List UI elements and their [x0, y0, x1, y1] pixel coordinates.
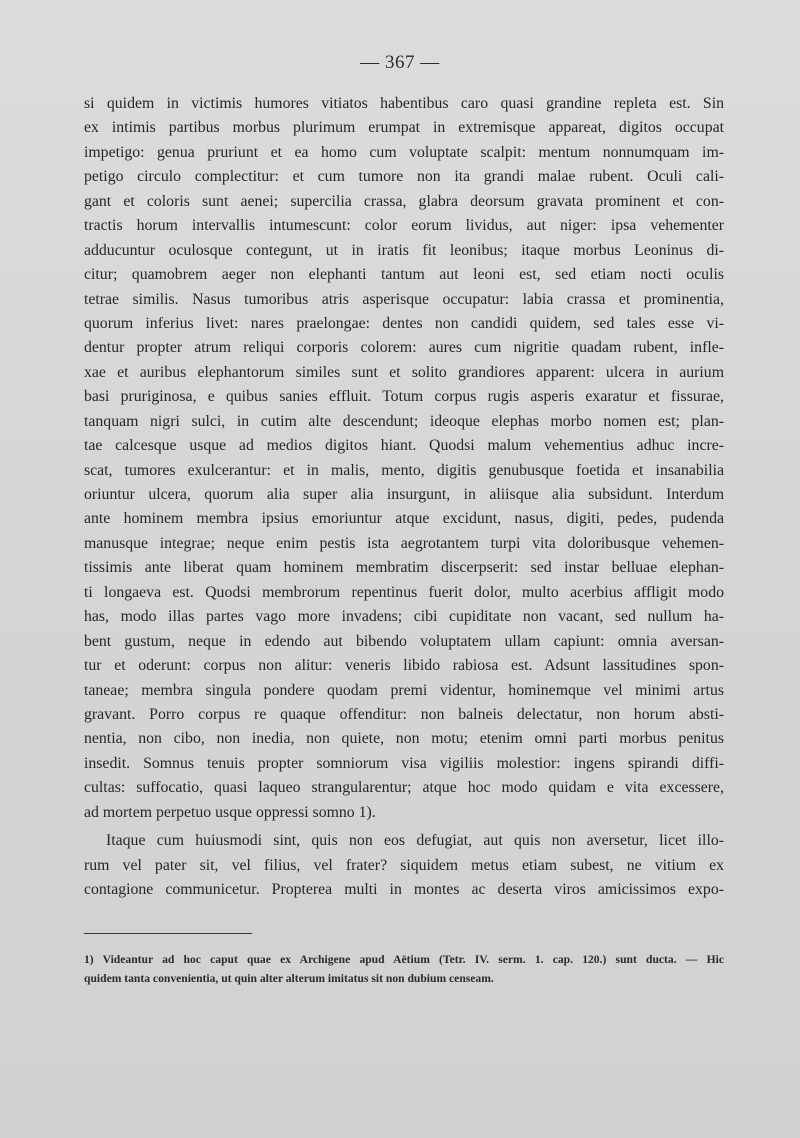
text-line: taneae; membra singula pondere quodam premi videntur, hominemque vel minimi artus — [84, 681, 724, 699]
main-text — [84, 92, 724, 902]
footnote-line: 1) Videantur ad hoc caput quae ex Archigene apud Aëtium (Tetr. IV. serm. 1. cap. 120.) sunt ducta. — Hic — [84, 953, 724, 966]
footnote-divider — [84, 933, 252, 934]
text-line: tissimis ante liberat quam hominem membratim discerpserit: sed instar belluae elephan- — [84, 559, 724, 577]
text-line: tae calcesque usque ad medios digitos hiant. Quodsi malum vehementius adhuc incre- — [84, 437, 724, 455]
text-line: tractis horum intervallis intumescunt: color eorum lividus, aut niger: ipsa vehementer — [84, 217, 724, 235]
text-line: has, modo illas partes vago more invadens; cibi cupiditate non vacant, sed nullum ha- — [84, 608, 724, 626]
text-line: cultas: suffocatio, quasi laqueo strangularentur; atque hoc modo quidam e vita excessere, — [84, 779, 724, 797]
text-line: gravant. Porro corpus re quaque offenditur: non balneis delectatur, non horum absti- — [84, 705, 724, 723]
text-line: rum vel pater sit, vel filius, vel frater? siquidem metus etiam subest, ne vitium ex — [84, 856, 724, 874]
text-line: petigo circulo complectitur: et cum tumore non ita grandi malae rubent. Oculi cali- — [84, 168, 724, 186]
text-line: basi pruriginosa, e quibus sanies effluit. Totum corpus rugis asperis exaratur et fissurae, — [84, 388, 724, 406]
text-line: gant et coloris sunt aenei; supercilia crassa, glabra deorsum gravata prominent et con- — [84, 192, 724, 210]
text-line: manusque integrae; neque enim pestis ista aegrotantem turpi vita doloribusque vehemen- — [84, 534, 724, 552]
text-line: contagione communicetur. Propterea multi in montes ac deserta viros amicissimos expo- — [84, 881, 724, 898]
page-number: — 367 — — [360, 52, 440, 73]
text-line: bent gustum, neque in edendo aut bibendo voluptatem ullam capiunt: omnia aversan- — [84, 632, 724, 650]
text-line: ti longaeva est. Quodsi membrorum repentinus fuerit dolor, multo acerbius affligit modo — [84, 583, 724, 601]
text-line: tetrae similis. Nasus tumoribus atris asperisque occupatur: labia crassa et prominentia, — [84, 290, 724, 308]
text-line: nentia, non cibo, non inedia, non quiete, non motu; etenim omni parti morbus penitus — [84, 730, 724, 748]
text-line: xae et auribus elephantorum similes sunt et solito grandiores apparent: ulcera in aurium — [84, 363, 724, 381]
footnote-line: quidem tanta convenientia, ut quin alter alterum imitatus sit non dubium censeam. — [84, 972, 494, 985]
text-line: oriuntur ulcera, quorum alia super alia insurgunt, in aliisque alia subsidunt. Interdum — [84, 486, 724, 503]
text-line: citur; quamobrem aeger non elephanti tantum aut leoni est, sed etiam nocti oculis — [84, 266, 724, 284]
text-line: ex intimis partibus morbus plurimum erumpat in extremisque appareat, digitos occupat — [84, 119, 724, 137]
text-line: adducuntur oculosque contegunt, ut in iratis fit leonibus; itaque morbus Leoninus di- — [84, 241, 724, 259]
text-line: dentur propter atrum reliqui corporis colorem: aures cum nigritie quadam rubent, infle- — [84, 339, 724, 357]
text-line: ad mortem perpetuo usque oppressi somno 1). — [84, 803, 376, 821]
footnotes — [84, 950, 724, 988]
text-line: insedit. Somnus tenuis propter somniorum visa vigiliis molestior: ingens spirandi diffi- — [84, 754, 724, 772]
text-line: quorum inferius livet: nares praelongae: dentes non candidi quidem, sed tales esse vi- — [84, 314, 724, 332]
text-line: Itaque cum huiusmodi sint, quis non eos defugiat, aut quis non aversetur, licet illo- — [106, 832, 724, 850]
text-line: tanquam nigri sulci, in cutim alte descendunt; ideoque elephas morbo nomen est; plan- — [84, 412, 724, 430]
text-line: impetigo: genua pruriunt et ea homo cum voluptate scalpit: mentum nonnumquam im- — [84, 143, 724, 161]
text-line: ante hominem membra ipsius emoriuntur atque excidunt, nasus, digiti, pedes, pudenda — [84, 510, 724, 528]
text-line: si quidem in victimis humores vitiatos habentibus caro quasi grandine repleta est. Sin — [84, 95, 724, 112]
text-line: scat, tumores exulcerantur: et in malis, mento, digitis genubusque foetida et insanabilia — [84, 461, 724, 479]
text-line: tur et oderunt: corpus non alitur: veneris libido rabiosa est. Adsunt lassitudines spon- — [84, 657, 724, 675]
